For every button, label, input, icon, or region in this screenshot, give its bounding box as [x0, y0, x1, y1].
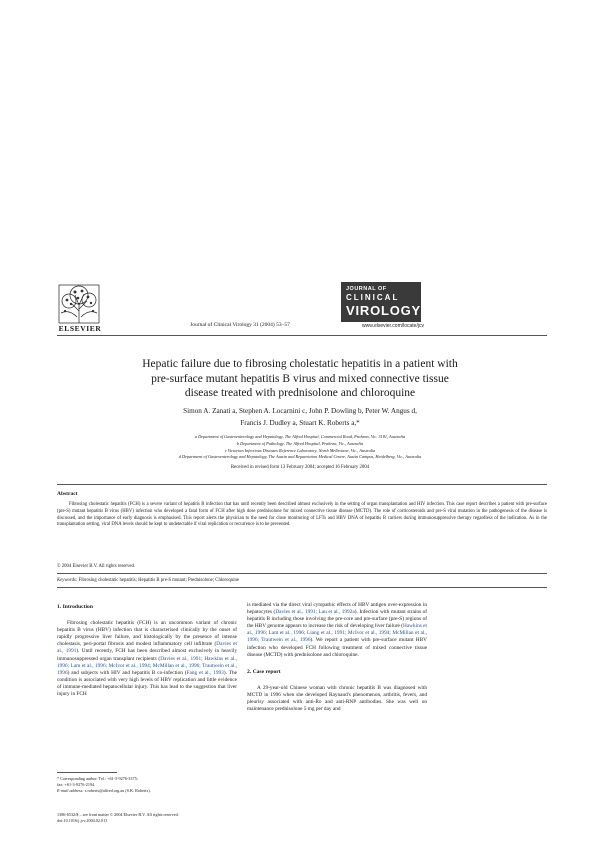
email-link[interactable]: s.roberts@alfred.org.au (S.K. Roberts). [84, 788, 151, 793]
author-line: Francis J. Dudley a, Stuart K. Roberts a,* [240, 419, 360, 427]
abstract-top-rule [57, 484, 547, 485]
body-text: ). Infection with mutant strains of hepatitis B including those involving the pre-core and pre-surface (pre-S) regions of the HBV genome appears to increase the risk of developing liver failure ( [247, 609, 428, 630]
title-line: disease treated with prednisolone and chloroquine [184, 387, 416, 399]
citation-link[interactable]: Davies et al., 1991; Hawkins et al., 1996; Lam et al., 1996; McIvor et al., 1994; McMillan et al., 1996; Trautwein et al., 1996 [57, 655, 237, 676]
keywords [57, 578, 239, 583]
body-text: is mediated via the direct viral cytopathic effects of HBV antigen over-expression in hepatocytes ( [247, 602, 427, 616]
article-title [70, 357, 530, 401]
right-column [247, 602, 427, 713]
keywords-bottom-rule [57, 587, 547, 588]
journal-logo [341, 282, 421, 322]
body-text: Fibrosing cholestatic hepatitis (FCH) is an uncommon variant of chronic hepatitis B virus (HBV) infection that is characterised clinically by the onset of rapidly progressive liver failure, and histologically by the presence of intense cholestasis, peri-portal fibrosis and modest inflammatory cell infiltrate ( [57, 620, 237, 648]
affiliation-item: a Department of Gastroenterology and Hepatology, The Alfred Hospital, Commercial Road, Prahran, Vic. 3181, Australia [194, 434, 406, 439]
journal-logo-line1: JOURNAL OF [346, 286, 387, 292]
header-rule [57, 335, 547, 336]
body-text: ). The condition is associated with very high levels of HBV replication and little evidence of immune-mediated hepatocellular injury. This has lead to the suggestion that liver injury in FCH [57, 669, 237, 698]
journal-citation: Journal of Clinical Virology 31 (2004) 53–57 [190, 322, 290, 328]
citation-link[interactable]: Davies et al., 1991 [57, 641, 237, 655]
abstract-copyright: © 2004 Elsevier B.V. All rights reserved. [57, 564, 136, 569]
keywords-top-rule [57, 573, 547, 574]
issn-line: 1386-6532/$ – see front matter © 2004 Elsevier B.V. All rights reserved. [57, 812, 179, 817]
footnote-line: fax: +61-3-9276-2194. [57, 782, 96, 787]
footnote-email [57, 788, 237, 794]
introduction-paragraph-continued [247, 602, 427, 659]
abstract-heading: Abstract [57, 491, 78, 497]
footnote-line: * Corresponding author. Tel.: +61-3-9276-3375; [57, 776, 138, 781]
journal-website-link[interactable]: www.elsevier.com/locate/jcv [362, 323, 424, 329]
body-text: ). Until recently, FCH has been described almost exclusively in heavily immunosuppressed organ transplant recipients ( [57, 648, 238, 662]
doi-line[interactable]: doi:10.1016/j.jcv.2004.02.013 [57, 818, 108, 823]
journal-logo-line2: CLINICAL [346, 293, 400, 302]
email-label: E-mail address: [57, 788, 84, 793]
affiliation-item: c Victorian Infectious Diseases Reference Laboratory, North Melbourne, Vic., Australia [224, 447, 376, 453]
body-text: ) and subjects with HIV and hepatitis B co-infection ( [67, 669, 187, 676]
front-matter-info [57, 812, 247, 824]
affiliation-item: b Department of Pathology, The Alfred Hospital, Prahran, Vic., Australia [236, 440, 364, 446]
publisher-name: ELSEVIER [58, 324, 102, 333]
title-line: pre-surface mutant hepatitis B virus and mixed connective tissue [151, 372, 449, 385]
left-column [57, 602, 237, 698]
body-text: ). We report a patient with pre-surface mutant HBV infection who developed FCH following treatment of mixed connective tissue disease (MCTD) with prednisolone and chloroquine. [247, 637, 427, 658]
author-line: Simon A. Zanati a, Stephen A. Locarnini c, John P. Dowling b, Peter W. Angus d, [183, 407, 417, 415]
citation-link[interactable]: Fang et al., 1993 [186, 669, 224, 676]
abstract-text: Fibrosing cholestatic hepatitis (FCH) is a severe variant of hepatitis B infection that has until recently been described almost exclusively in the setting of organ transplantation and HIV infection. This case report describes a patient with pre-surface (pre-S) mutant hepatitis B virus (HBV) infection who developed a fatal form of FCH after high dose prednisolone for mixed connective tissue disease (MCTD). The role of corticosteroids and pre-S viral mutation in the pathogenesis of the disease is discussed, and the importance of early diagnosis is emphasised. This report alerts the physician to the need for close monitoring of LFTs and HBV DNA of hepatitis B carriers during immunosuppressive therapy regardless of the indication. As in the transplantation setting, viral DNA levels should be kept to undetectable if viral replication or recurrence is to be prevented. [57, 502, 547, 528]
title-line: Hepatic failure due to fibrosing cholestatic hepatitis in a patient with [142, 358, 458, 370]
corresponding-author-footnote [57, 776, 237, 794]
affiliations [60, 434, 540, 461]
section-heading-introduction: 1. Introduction [57, 604, 93, 610]
introduction-paragraph [57, 620, 237, 698]
citation-link[interactable]: Hawkins et al., 1996; Lam et al., 1996; Liang et al., 1991; McIvor et al., 1994; McMillan et al., 1996; Trautwein et al., 1996 [247, 623, 427, 644]
journal-logo-line3: VIROLOGY [346, 303, 422, 318]
elsevier-tree-logo [57, 283, 101, 325]
keywords-list: Fibrosing cholestatic hepatitis; Hepatitis B pre-S mutant; Prednisolone; Chloroquine [78, 578, 240, 583]
keywords-label: Keywords: [57, 578, 78, 583]
case-report-paragraph: A 29-year-old Chinese woman with chronic hepatitis B was diagnosed with MCTD in 1996 when she developed Raynaud's phenomenon, arthritis, fevers, and pleurisy associated with anti-Ro and anti-RNP antibodies. She was well on maintenance prednisolone 5 mg per day and [247, 684, 427, 713]
affiliation-item: d Department of Gastroenterology and Hepatology, The Austin and Repatriation Medical Centre, Austin Campus, Heidelberg, Vic., Australia [178, 454, 422, 460]
received-dates: Received in revised form 13 February 2004; accepted 16 February 2004 [230, 465, 370, 470]
footnote-rule [57, 772, 117, 773]
author-list [90, 405, 510, 429]
section-heading-case-report: 2. Case report [247, 668, 281, 675]
citation-link[interactable]: Davies et al., 1991; Lau et al., 1992a [275, 609, 355, 616]
